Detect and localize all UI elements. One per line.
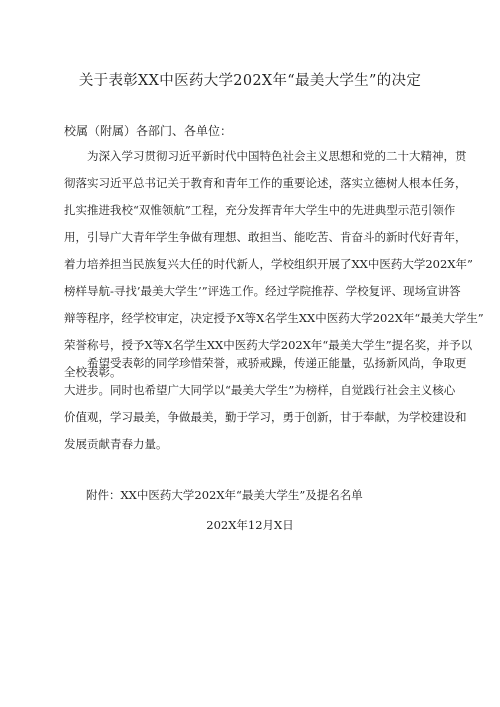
paragraph-2: [64, 350, 467, 458]
salutation: 校属（附属）各部门、各单位：: [64, 124, 233, 138]
paragraph-line: 全校表彰。: [64, 365, 122, 379]
paragraph-line: 着力培养担当民族复兴大任的时代新人，学校组织开展了XX中医药大学202X年”: [64, 257, 473, 271]
paragraph-line: 用，引导广大青年学生争做有理想、敢担当、能吃苦、肯奋斗的新时代好青年，: [64, 230, 467, 244]
paragraph-line: 大进步。同时也希望广大同学以“最美大学生”为榜样，自觉践行社会主义核心: [64, 383, 456, 397]
paragraph-line: 价值观，学习最美，争做最美，勤于学习，勇于创新，甘于奉献，为学校建设和: [64, 410, 467, 424]
paragraph-line: 辩等程序，经学校审定，决定授予X等X名学生XX中医药大学202X年“最美大学生”: [64, 311, 484, 325]
paragraph-line: 荣誉称号，授予X等X名学生XX中医药大学202X年“最美大学生”提名奖，并予以: [64, 338, 473, 352]
paragraph-line: 发展贡献青春力量。: [64, 437, 168, 451]
paragraph-line: 扎实推进我校“双惟领航”工程，充分发挥青年大学生中的先进典型示范引领作: [64, 203, 456, 217]
paragraph-line: 彻落实习近平总书记关于教育和青年工作的重要论述，落实立德树人根本任务，: [64, 176, 467, 190]
document-date: 202X年12月X日: [206, 518, 294, 532]
paragraph-line: 为深入学习贯彻习近平新时代中国特色社会主义思想和党的二十大精神，贯: [87, 149, 467, 163]
paragraph-line: 榜样导航-寻找’最美大学生’”评选工作。经过学院推荐、学校复评、现场宣讲答: [64, 284, 461, 298]
attachment-note: 附件：XX中医药大学202X年“最美大学生”及提名名单: [86, 488, 363, 502]
paragraph-line: 希望受表彰的同学珍惜荣誉，戒骄戒躁，传递正能量，弘扬新风尚，争取更: [87, 356, 467, 370]
document-title: 关于表彰XX中医药大学202X年“最美大学生”的决定: [78, 73, 422, 89]
